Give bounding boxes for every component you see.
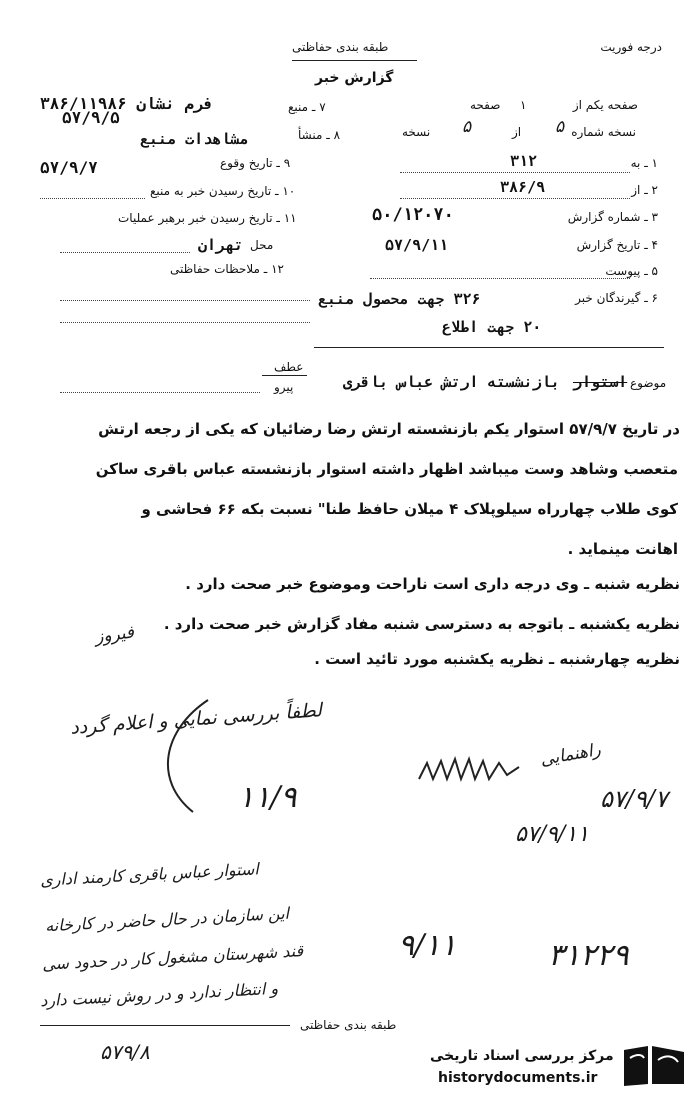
opinion-line-3: نظریه چهارشنبه ـ نظریه یکشنبه مورد تائید است . — [314, 650, 680, 668]
ref-label: عطف — [274, 360, 304, 374]
bottom-code-2: ۳۱۲۲۹ — [548, 938, 629, 973]
source-value: فرم نشان ۳۸۶/۱۱۹۸۶ — [40, 94, 214, 113]
copy-value: ۵ — [555, 117, 565, 137]
ref-rule — [262, 375, 307, 376]
body-line-1: در تاریخ ۵۷/۹/۷ استوار یکم بازنشسته ارتش رضا رضائیان که یکی از رجعه ارتش — [98, 420, 680, 438]
origin-value: مشاهدات منبع — [140, 130, 249, 148]
notes-label: ۱۲ ـ ملاحظات حفاظتی — [170, 262, 284, 276]
signature-word: راهنمایی — [538, 739, 603, 771]
report-no-value: ۵۰/۱۲۰۷۰ — [372, 205, 454, 225]
place-dots — [60, 252, 190, 253]
place-label: محل — [250, 238, 274, 252]
handwritten-note-code: ۱۱/۹ — [238, 780, 297, 815]
to-value: ۳۱۲ — [510, 152, 538, 170]
subject-text: بازنشسته ارتش عباس باقری — [343, 373, 560, 391]
opinion-margin-note: فیروز — [93, 622, 136, 648]
classification-label-top: طبقه بندی حفاظتی — [292, 40, 389, 54]
report-title: گزارش خبر — [315, 70, 394, 86]
center-website: historydocuments.ir — [438, 1070, 598, 1086]
event-date-value: ۵۷/۹/۷ — [40, 158, 98, 177]
bottom-line-4: و انتظار ندارد و در روش نیست دارد — [39, 978, 279, 1011]
bottom-left-code: ۵۷۹/۸ — [100, 1040, 150, 1064]
recipients-label: ۶ ـ گیرندگان خبر — [575, 291, 658, 305]
ref-label2: پیرو — [274, 380, 294, 394]
opinion-line-1: نظریه شنبه ـ وی درجه داری است ناراحت وموضوع خبر صحت دارد . — [185, 575, 680, 593]
subject-struck: استوار — [573, 373, 628, 391]
page-label: صفحه یکم از — [572, 98, 638, 112]
urgency-label: درجه فوریت — [600, 40, 662, 54]
copy-total: ۵ — [462, 117, 472, 137]
opinion-line-2: نظریه یکشنبه ـ باتوجه به دسترسی شنبه مفاد گزارش خبر صحت دارد . — [163, 615, 680, 633]
place-value: تهران — [198, 236, 244, 254]
bottom-line-3: قند شهرستان مشغول کار در حدود سی — [41, 941, 304, 974]
to-label: ۱ ـ به — [630, 156, 658, 170]
body-line-3: کوی طلاب چهارراه سیلوپلاک ۴ میلان حافظ طنا" نسبت بکه ۶۶ فحاشی و — [141, 500, 678, 518]
signature-scribble — [415, 745, 525, 795]
bottom-code-1: ۹/۱۱ — [398, 928, 457, 963]
received-source-label: ۱۰ ـ تاریخ رسیدن خبر به منبع — [150, 184, 296, 198]
ref-dots — [60, 392, 260, 393]
handwritten-note-1: لطفاً بررسی نمایی و اعلام گردد — [69, 699, 323, 739]
footer-rule — [40, 1025, 290, 1026]
origin-label: ۸ ـ منشأ — [298, 128, 341, 142]
event-date-label: ۹ ـ تاریخ وقوع — [220, 156, 291, 170]
received-ops-label: ۱۱ ـ تاریخ رسیدن خبر برهبر عملیات — [118, 211, 297, 225]
signature-date-2: ۵۷/۹/۱۱ — [515, 822, 589, 847]
attachment-label: ۵ ـ پیوست — [605, 264, 658, 278]
copy-from: از — [512, 125, 522, 139]
recipients-line2: ۲۰ جهت اطلاع — [442, 318, 542, 336]
bottom-line-2: این سازمان در حال حاضر در کارخانه — [44, 903, 290, 936]
copy-label2: نسخه — [402, 125, 431, 139]
page-label2: صفحه — [470, 98, 501, 112]
recipients-line1: ۳۲۶ جهت محصول منبع — [318, 290, 481, 308]
header-rule — [292, 60, 417, 61]
from-label: ۲ ـ از — [631, 183, 658, 197]
report-date-value: ۵۷/۹/۱۱ — [385, 236, 449, 254]
archive-logo-icon — [618, 1044, 690, 1088]
body-line-2: متعصب وشاهد وست میباشد اظهار داشته استوار بازنشسته عباس باقری ساکن — [95, 460, 678, 478]
notes-dots1 — [60, 300, 310, 301]
signature-date-1: ۵۷/۹/۷ — [600, 785, 668, 813]
classification-label-bottom: طبقه بندی حفاظتی — [300, 1018, 397, 1032]
to-dots — [400, 172, 630, 173]
handwritten-bracket — [148, 690, 228, 820]
source-label: ۷ ـ منبع — [288, 100, 326, 114]
from-value: ۳۸۶/۹ — [500, 178, 546, 196]
attachment-dots — [370, 278, 630, 279]
from-dots — [400, 198, 630, 199]
page-value: ۱ — [520, 98, 527, 112]
bottom-line-1: استوار عباس باقری کارمند اداری — [39, 859, 260, 890]
header-divider — [314, 347, 664, 348]
body-line-4: اهانت مینماید . — [567, 540, 678, 558]
report-date-label: ۴ ـ تاریخ گزارش — [576, 238, 658, 252]
notes-dots2 — [60, 322, 310, 323]
copy-label: نسخه شماره — [571, 125, 636, 139]
subject-label: موضوع — [630, 376, 667, 390]
received-source-dots — [40, 198, 145, 199]
center-name: مرکز بررسی اسناد تاریخی — [430, 1048, 614, 1064]
source-date: ۵۷/۹/۵ — [62, 108, 120, 127]
report-no-label: ۳ ـ شماره گزارش — [567, 210, 658, 224]
